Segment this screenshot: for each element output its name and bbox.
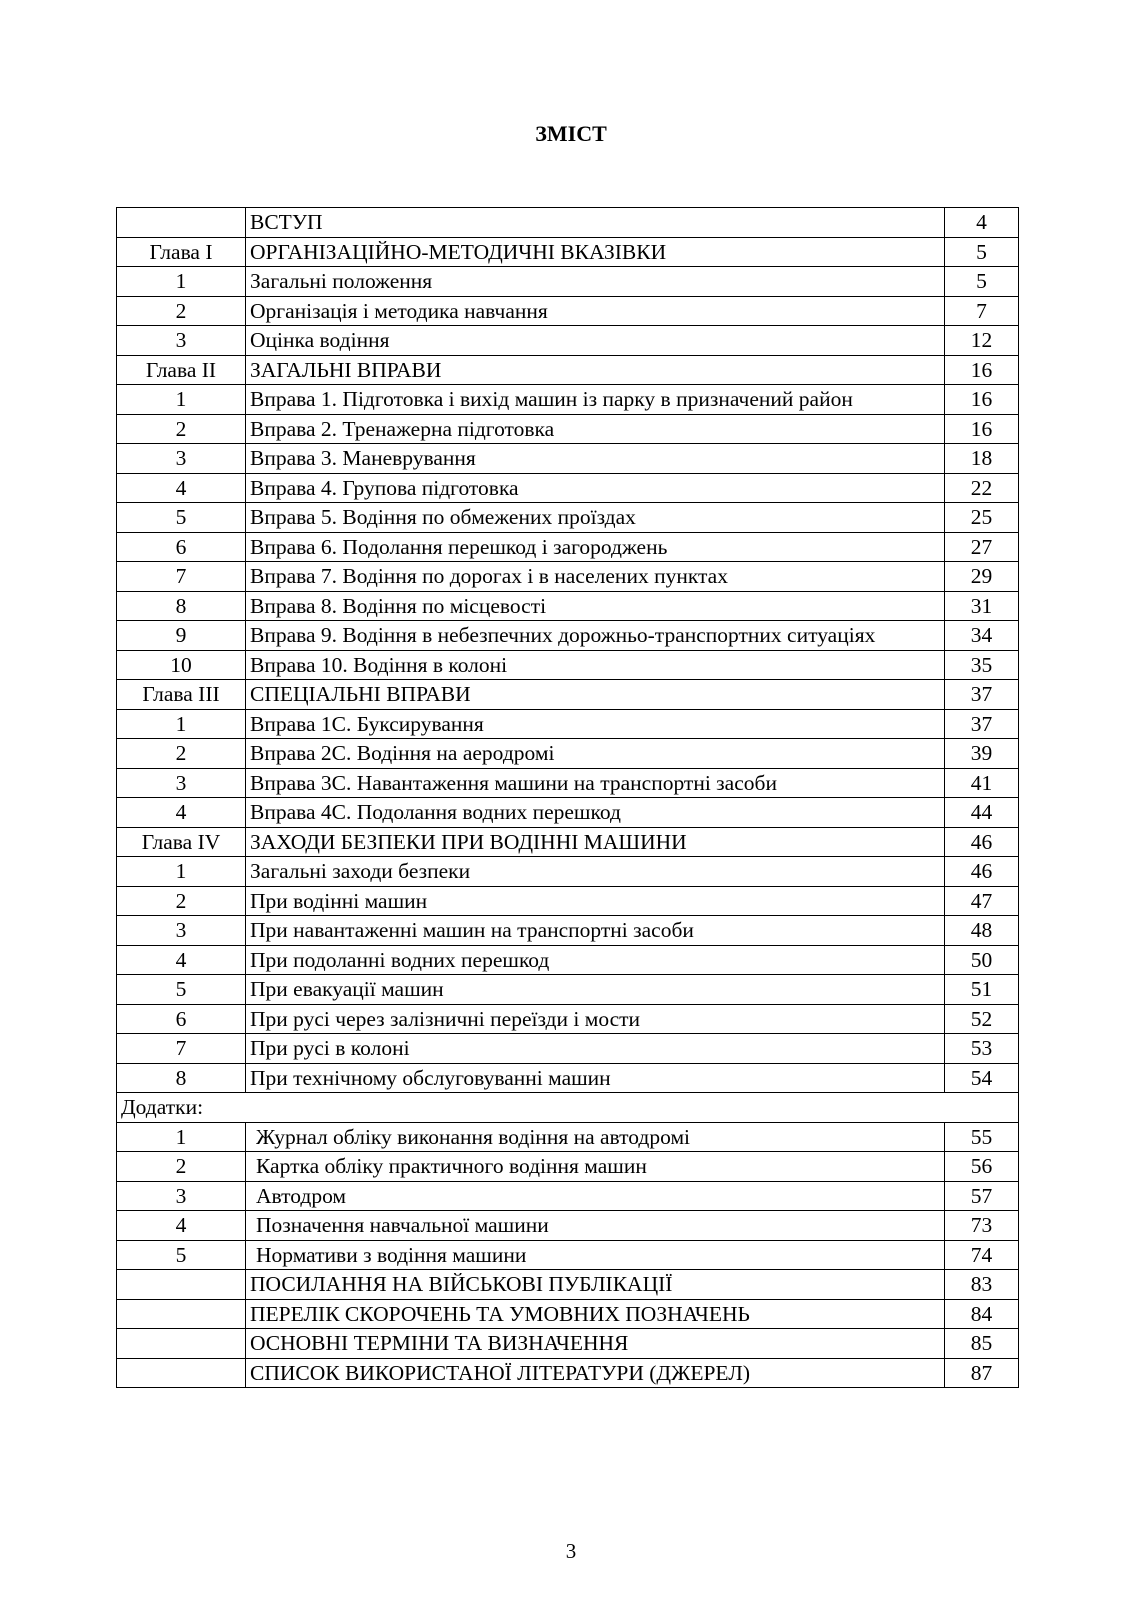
toc-row-number: 1	[117, 709, 246, 739]
toc-row-number: 3	[117, 768, 246, 798]
toc-row-page: 46	[945, 827, 1019, 857]
toc-row-number: 1	[117, 385, 246, 415]
toc-row-page: 53	[945, 1034, 1019, 1064]
toc-row-title: При русі через залізничні переїзди і мости	[246, 1004, 945, 1034]
toc-row	[117, 621, 1019, 651]
toc-row	[117, 473, 1019, 503]
toc-row	[117, 1034, 1019, 1064]
toc-row-title: Вправа 10. Водіння в колоні	[246, 650, 945, 680]
toc-row	[117, 1240, 1019, 1270]
toc-row-title: При подоланні водних перешкод	[246, 945, 945, 975]
toc-row-title: Вправа 4С. Подолання водних перешкод	[246, 798, 945, 828]
toc-row-number: Глава IV	[117, 827, 246, 857]
toc-row	[117, 444, 1019, 474]
table-of-contents	[116, 207, 1019, 1388]
toc-row-page: 83	[945, 1270, 1019, 1300]
toc-row-number: 7	[117, 1034, 246, 1064]
toc-row-page: 50	[945, 945, 1019, 975]
toc-row-title: Вправа 1. Підготовка і вихід машин із парку в призначений район	[246, 385, 945, 415]
toc-row-number: 4	[117, 798, 246, 828]
toc-row	[117, 1358, 1019, 1388]
toc-row-number: Глава I	[117, 237, 246, 267]
toc-row	[117, 827, 1019, 857]
toc-row-number: 3	[117, 444, 246, 474]
toc-row	[117, 1152, 1019, 1182]
toc-row	[117, 886, 1019, 916]
toc-row-page: 54	[945, 1063, 1019, 1093]
toc-row-page: 48	[945, 916, 1019, 946]
toc-row-title: Вправа 4. Групова підготовка	[246, 473, 945, 503]
toc-row	[117, 532, 1019, 562]
toc-row-page: 55	[945, 1122, 1019, 1152]
toc-row-title: Вправа 5. Водіння по обмежених проїздах	[246, 503, 945, 533]
toc-row-number: Глава II	[117, 355, 246, 385]
toc-row	[117, 503, 1019, 533]
toc-row-title: Картка обліку практичного водіння машин	[246, 1152, 945, 1182]
toc-row-number: 4	[117, 1211, 246, 1241]
toc-row-number: 2	[117, 739, 246, 769]
toc-row-title: СПЕЦІАЛЬНІ ВПРАВИ	[246, 680, 945, 710]
page-number: 3	[565, 1539, 577, 1563]
toc-row-number: 1	[117, 1122, 246, 1152]
toc-row	[117, 1299, 1019, 1329]
toc-row-number: 3	[117, 916, 246, 946]
toc-row-title: Організація і методика навчання	[246, 296, 945, 326]
toc-row-title: ОРГАНІЗАЦІЙНО-МЕТОДИЧНІ ВКАЗІВКИ	[246, 237, 945, 267]
toc-row-number: 2	[117, 1152, 246, 1182]
toc-row	[117, 975, 1019, 1005]
toc-row	[117, 1093, 1019, 1123]
toc-row-page: 35	[945, 650, 1019, 680]
toc-row	[117, 739, 1019, 769]
page-title: ЗМІСТ	[535, 121, 607, 146]
toc-row-number	[117, 1329, 246, 1359]
toc-row-number: 6	[117, 532, 246, 562]
toc-row-title: ПОСИЛАННЯ НА ВІЙСЬКОВІ ПУБЛІКАЦІЇ	[246, 1270, 945, 1300]
toc-row-number: 3	[117, 1181, 246, 1211]
toc-row	[117, 680, 1019, 710]
toc-row-number: Глава III	[117, 680, 246, 710]
toc-row	[117, 916, 1019, 946]
toc-row-page: 39	[945, 739, 1019, 769]
toc-row-page: 29	[945, 562, 1019, 592]
toc-row	[117, 237, 1019, 267]
toc-row-title: Вправа 6. Подолання перешкод і загороджень	[246, 532, 945, 562]
toc-row	[117, 296, 1019, 326]
toc-row-number	[117, 1358, 246, 1388]
toc-row-number: 5	[117, 503, 246, 533]
toc-row-number: 1	[117, 857, 246, 887]
toc-row-title: Оцінка водіння	[246, 326, 945, 356]
toc-row-page: 4	[945, 208, 1019, 238]
toc-row-page: 87	[945, 1358, 1019, 1388]
toc-row-page: 16	[945, 355, 1019, 385]
toc-row-page: 22	[945, 473, 1019, 503]
toc-row-page: 37	[945, 680, 1019, 710]
toc-row-number: 9	[117, 621, 246, 651]
toc-row-title: Позначення навчальної машини	[246, 1211, 945, 1241]
toc-row-number: 3	[117, 326, 246, 356]
toc-row-page: 51	[945, 975, 1019, 1005]
toc-row-title: Вправа 7. Водіння по дорогах і в населених пунктах	[246, 562, 945, 592]
toc-row-title: Загальні положення	[246, 267, 945, 297]
toc-row-page: 16	[945, 385, 1019, 415]
toc-row-page: 27	[945, 532, 1019, 562]
toc-row	[117, 1181, 1019, 1211]
toc-row	[117, 1270, 1019, 1300]
toc-row	[117, 857, 1019, 887]
toc-row	[117, 1122, 1019, 1152]
toc-row-page: 12	[945, 326, 1019, 356]
toc-row-title: Вправа 2С. Водіння на аеродромі	[246, 739, 945, 769]
toc-row-page: 73	[945, 1211, 1019, 1241]
toc-row-number: 6	[117, 1004, 246, 1034]
toc-row	[117, 562, 1019, 592]
toc-row-page: 34	[945, 621, 1019, 651]
toc-row-number	[117, 1299, 246, 1329]
toc-row-number: 2	[117, 414, 246, 444]
toc-row-title: ОСНОВНІ ТЕРМІНИ ТА ВИЗНАЧЕННЯ	[246, 1329, 945, 1359]
toc-row-title: При навантаженні машин на транспортні засоби	[246, 916, 945, 946]
toc-row-page: 46	[945, 857, 1019, 887]
toc-row-title: Вправа 9. Водіння в небезпечних дорожньо-транспортних ситуаціях	[246, 621, 945, 651]
toc-row	[117, 326, 1019, 356]
toc-row-number: 2	[117, 886, 246, 916]
toc-row	[117, 208, 1019, 238]
toc-row	[117, 650, 1019, 680]
toc-row-title: Вправа 3. Маневрування	[246, 444, 945, 474]
toc-row	[117, 1211, 1019, 1241]
toc-body	[117, 208, 1019, 1388]
toc-row-title: ЗАХОДИ БЕЗПЕКИ ПРИ ВОДІННІ МАШИНИ	[246, 827, 945, 857]
toc-row-page: 47	[945, 886, 1019, 916]
toc-section-label: Додатки:	[117, 1093, 1019, 1123]
toc-row	[117, 1004, 1019, 1034]
toc-row-page: 74	[945, 1240, 1019, 1270]
toc-row-page: 57	[945, 1181, 1019, 1211]
toc-row-title: При евакуації машин	[246, 975, 945, 1005]
toc-row-title: ПЕРЕЛІК СКОРОЧЕНЬ ТА УМОВНИХ ПОЗНАЧЕНЬ	[246, 1299, 945, 1329]
toc-row-title: ВСТУП	[246, 208, 945, 238]
toc-row-number: 4	[117, 473, 246, 503]
toc-row-number: 1	[117, 267, 246, 297]
toc-row-number: 5	[117, 1240, 246, 1270]
toc-row-title: Вправа 1С. Буксирування	[246, 709, 945, 739]
toc-row-title: При русі в колоні	[246, 1034, 945, 1064]
toc-row-page: 5	[945, 267, 1019, 297]
toc-row-title: СПИСОК ВИКОРИСТАНОЇ ЛІТЕРАТУРИ (ДЖЕРЕЛ)	[246, 1358, 945, 1388]
toc-row-number: 8	[117, 1063, 246, 1093]
toc-row-page: 85	[945, 1329, 1019, 1359]
toc-row-title: Вправа 3С. Навантаження машини на транспортні засоби	[246, 768, 945, 798]
toc-row-number: 2	[117, 296, 246, 326]
toc-row-page: 5	[945, 237, 1019, 267]
toc-row-title: Вправа 8. Водіння по місцевості	[246, 591, 945, 621]
toc-row-page: 7	[945, 296, 1019, 326]
toc-row	[117, 591, 1019, 621]
toc-row	[117, 798, 1019, 828]
toc-row-page: 16	[945, 414, 1019, 444]
toc-row	[117, 267, 1019, 297]
toc-row	[117, 355, 1019, 385]
toc-row-number: 8	[117, 591, 246, 621]
toc-row	[117, 414, 1019, 444]
toc-row-number: 10	[117, 650, 246, 680]
toc-row-title: При водінні машин	[246, 886, 945, 916]
toc-row-title: Нормативи з водіння машини	[246, 1240, 945, 1270]
toc-row	[117, 385, 1019, 415]
toc-row-title: Загальні заходи безпеки	[246, 857, 945, 887]
toc-row-page: 25	[945, 503, 1019, 533]
toc-row	[117, 1063, 1019, 1093]
toc-row	[117, 768, 1019, 798]
toc-row-number	[117, 208, 246, 238]
toc-row-title: Журнал обліку виконання водіння на автодромі	[246, 1122, 945, 1152]
toc-row-page: 31	[945, 591, 1019, 621]
toc-row-page: 56	[945, 1152, 1019, 1182]
toc-row-page: 37	[945, 709, 1019, 739]
toc-row-title: Вправа 2. Тренажерна підготовка	[246, 414, 945, 444]
toc-row-number: 5	[117, 975, 246, 1005]
toc-row-page: 84	[945, 1299, 1019, 1329]
toc-row-number	[117, 1270, 246, 1300]
toc-row-number: 4	[117, 945, 246, 975]
toc-row-page: 41	[945, 768, 1019, 798]
toc-row	[117, 1329, 1019, 1359]
toc-row	[117, 709, 1019, 739]
toc-row-title: При технічному обслуговуванні машин	[246, 1063, 945, 1093]
toc-row-number: 7	[117, 562, 246, 592]
toc-row-title: ЗАГАЛЬНІ ВПРАВИ	[246, 355, 945, 385]
toc-row-title: Автодром	[246, 1181, 945, 1211]
toc-row-page: 44	[945, 798, 1019, 828]
toc-row-page: 52	[945, 1004, 1019, 1034]
toc-row-page: 18	[945, 444, 1019, 474]
toc-row	[117, 945, 1019, 975]
